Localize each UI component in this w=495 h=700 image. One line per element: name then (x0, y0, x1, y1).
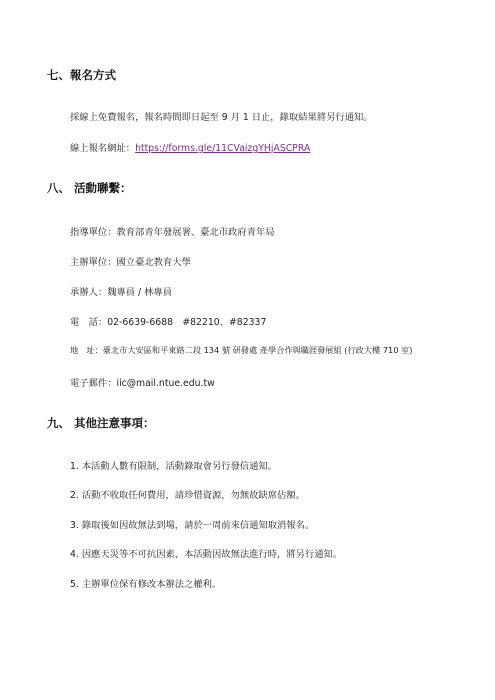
registration-url-line (70, 140, 310, 154)
notice-item-3: 3. 錄取後如因故無法到場，請於一周前來信通知取消報名。 (70, 520, 315, 531)
notice-item-4: 4. 因應天災等不可抗因素，本活動因故無法進行時，將另行通知。 (70, 549, 343, 560)
contact-email: 電子郵件：iic@mail.ntue.edu.tw (70, 378, 215, 389)
registration-info-line: 採線上免費報名，報名時間即日起至 9 月 1 日止，錄取結果將另行通知。 (70, 112, 373, 123)
section-9-heading: 九、 其他注意事項： (47, 416, 155, 430)
contact-supervising-unit: 指導單位：教育部青年發展署、臺北市政府青年局 (70, 227, 275, 238)
notice-item-1: 1. 本活動人數有限制，活動錄取會另行發信通知。 (70, 461, 278, 472)
registration-url-link[interactable]: https://forms.gle/11CVaizgYHjASCPRA (135, 143, 311, 154)
section-7-heading: 七、報名方式 (47, 68, 116, 82)
contact-person: 承辦人：魏專員 / 林專員 (70, 287, 173, 298)
registration-url-label: 線上報名網址： (70, 143, 136, 154)
notice-item-2: 2. 活動不收取任何費用，請珍惜資源，勿無故缺席佔額。 (70, 490, 305, 501)
contact-organizer: 主辦單位：國立臺北教育大學 (70, 257, 191, 268)
notice-item-5: 5. 主辦單位保有修改本辦法之權利。 (70, 579, 222, 590)
contact-address: 地 址：臺北市大安區和平東路二段 134 號 研發處 產學合作與職涯發展組 (行政大樓 710 室) (70, 345, 413, 355)
section-8-heading: 八、 活動聯繫： (47, 181, 132, 195)
contact-phone: 電 話：02-6639-6688 #82210、#82337 (70, 317, 267, 328)
